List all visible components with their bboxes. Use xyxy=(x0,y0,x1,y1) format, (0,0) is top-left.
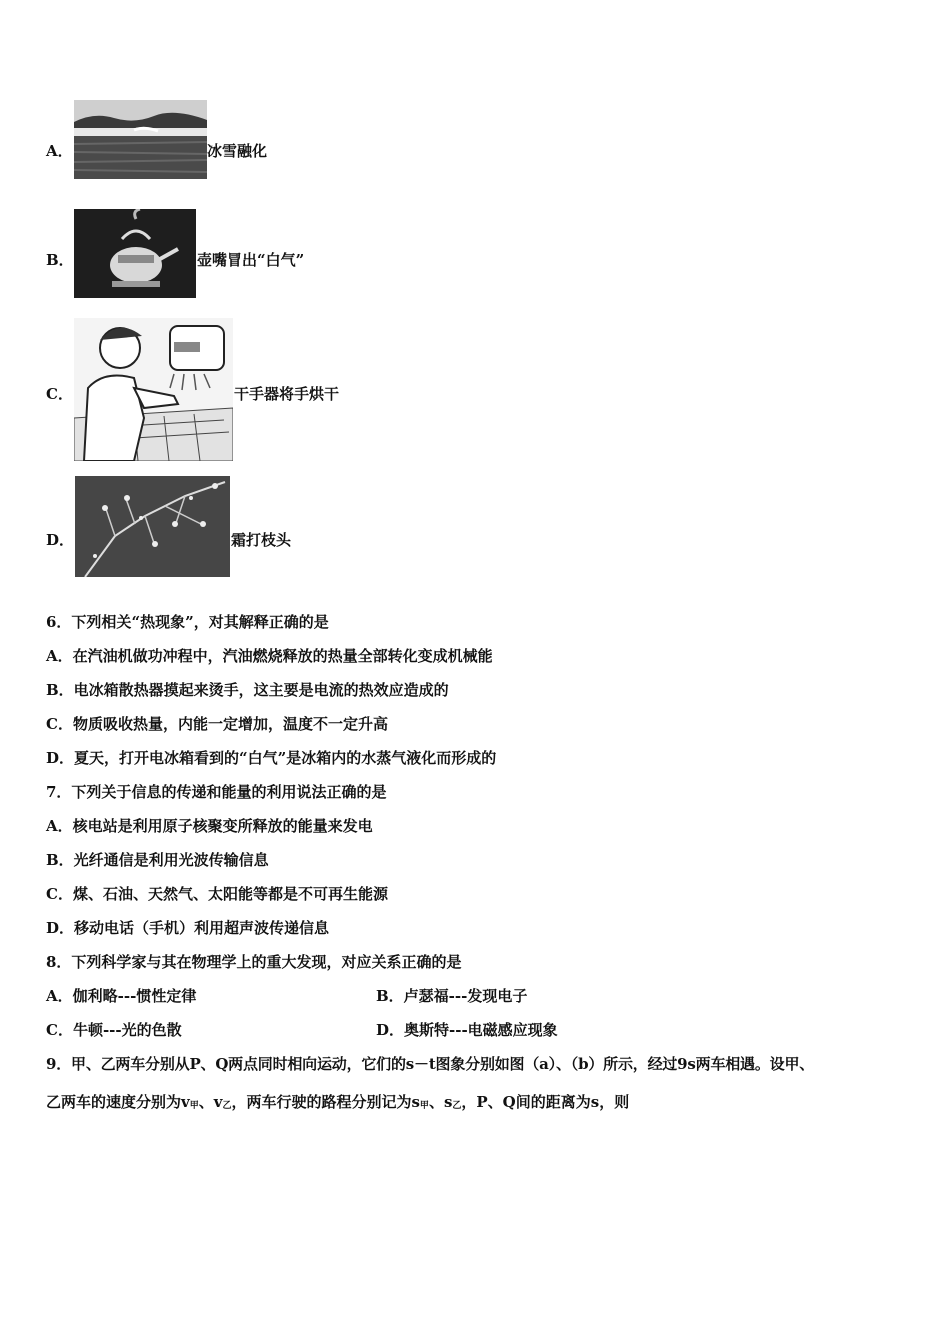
q9-sub-yi: 乙 xyxy=(222,1101,232,1111)
q7-option-a: A．核电站是利用原子核聚变所释放的能量来发电 xyxy=(46,817,373,835)
q9-sub-jia: 甲 xyxy=(189,1101,199,1111)
q6-stem: 6．下列相关“热现象”，对其解释正确的是 xyxy=(46,613,329,631)
option-b-letter: B． xyxy=(46,251,74,269)
q9-sep: 、v xyxy=(198,1093,223,1111)
q8-stem: 8．下列科学家与其在物理学上的重大发现，对应关系正确的是 xyxy=(46,953,462,971)
q6-option-b: B．电冰箱散热器摸起来烫手，这主要是电流的热效应造成的 xyxy=(46,681,449,699)
q9-line1: 9．甲、乙两车分别从P、Q两点同时相向运动，它们的s－t图象分别如图（a）、（b）所示，经过9s两车相遇。设甲、 xyxy=(46,1055,815,1073)
option-b-caption: 壶嘴冒出“白气” xyxy=(197,251,305,269)
q8-option-b: B．卢瑟福---发现电子 xyxy=(376,987,528,1005)
q8-option-d: D．奥斯特---电磁感应现象 xyxy=(376,1021,558,1039)
q9-text-b: ，两车行驶的路程分别记为s xyxy=(231,1093,420,1111)
option-a-caption: 冰雪融化 xyxy=(207,142,268,160)
option-d-caption: 霜打枝头 xyxy=(231,531,292,549)
snow-melting-image xyxy=(74,100,207,179)
hand-dryer-image xyxy=(74,318,233,461)
q9-sub-yi-2: 乙 xyxy=(452,1101,462,1111)
option-d-letter: D． xyxy=(46,531,75,549)
q9-sep2: 、s xyxy=(428,1093,453,1111)
option-c-caption: 干手器将手烘干 xyxy=(234,385,340,403)
q7-option-b: B．光纤通信是利用光波传输信息 xyxy=(46,851,269,869)
q9-text-c: ，P、Q间的距离为s，则 xyxy=(461,1093,630,1111)
q7-option-c: C．煤、石油、天然气、太阳能等都是不可再生能源 xyxy=(46,885,388,903)
q8-option-c: C．牛顿---光的色散 xyxy=(46,1021,182,1039)
q7-option-d: D．移动电话（手机）利用超声波传递信息 xyxy=(46,919,330,937)
kettle-steam-image xyxy=(74,209,196,298)
q7-stem: 7．下列关于信息的传递和能量的利用说法正确的是 xyxy=(46,783,387,801)
q6-option-a: A．在汽油机做功冲程中，汽油燃烧释放的热量全部转化变成机械能 xyxy=(46,647,493,665)
frost-branches-image xyxy=(75,476,230,577)
option-c-letter: C． xyxy=(46,385,73,403)
q6-option-c: C．物质吸收热量，内能一定增加，温度不一定升高 xyxy=(46,715,388,733)
q8-option-a: A．伽利略---惯性定律 xyxy=(46,987,197,1005)
q9-text-a: 乙两车的速度分别为v xyxy=(46,1093,190,1111)
q9-sub-jia-2: 甲 xyxy=(419,1101,429,1111)
q9-line2 xyxy=(46,1092,629,1116)
q6-option-d: D．夏天，打开电冰箱看到的“白气”是冰箱内的水蒸气液化而形成的 xyxy=(46,749,497,767)
option-a-letter: A． xyxy=(46,142,73,160)
